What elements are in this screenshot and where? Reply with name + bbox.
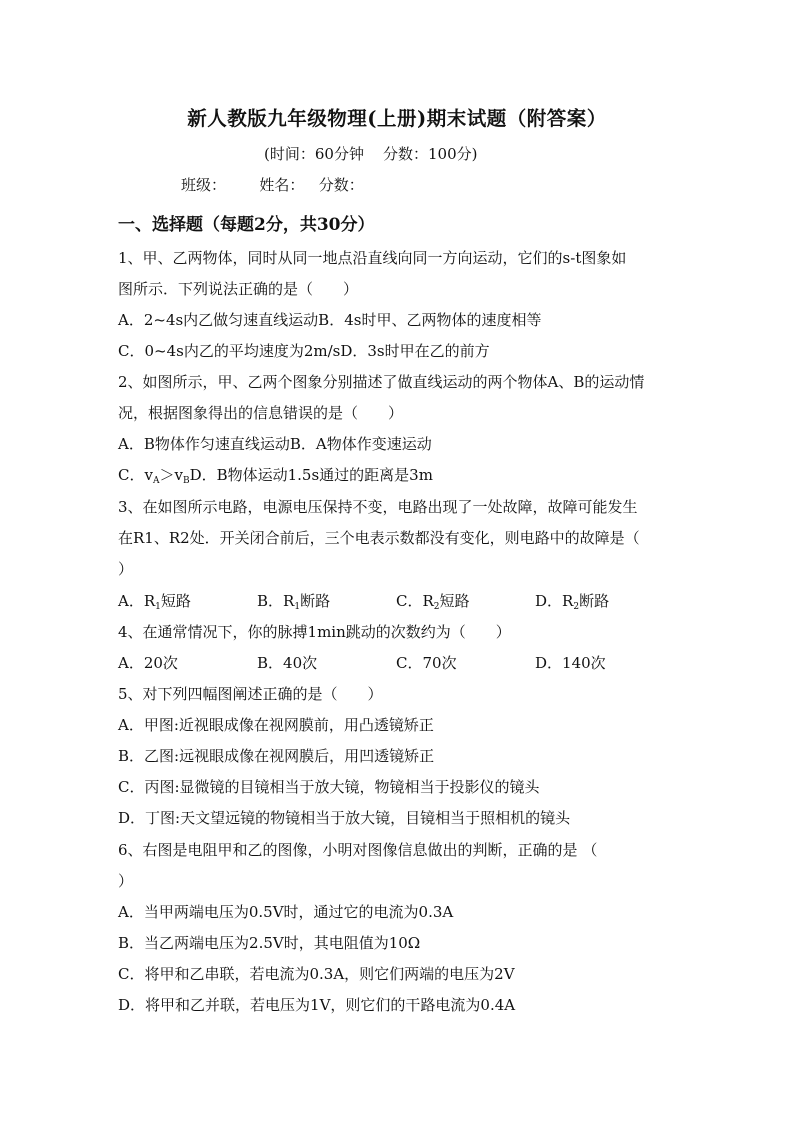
q1-options-ab: A．2~4s内乙做匀速直线运动B．4s时甲、乙两物体的速度相等 [118,311,542,329]
q3-option-c [396,591,470,617]
q3-optd-sub: 2 [573,602,580,612]
q5-option-d: D．丁图:天文望远镜的物镜相当于放大镜，目镜相当于照相机的镜头 [118,809,571,827]
q2-stem-line1: 2、如图所示，甲、乙两个图象分别描述了做直线运动的两个物体A、B的运动情 [118,373,645,391]
student-info-line [181,174,364,195]
q3-opta-sub: 1 [155,602,161,612]
q4-option-d: D．140次 [535,654,606,672]
q3-optc-post: 短路 [439,592,470,610]
q6-option-c: C．将甲和乙串联，若电流为0.3A，则它们两端的电压为2V [118,965,515,983]
exam-title: 新人教版九年级物理(上册)期末试题（附答案） [187,107,607,130]
q6-stem-line1: 6、右图是电阻甲和乙的图像，小明对图像信息做出的判断，正确的是 （ [118,841,598,859]
q4-option-a: A．20次 [118,654,178,672]
q2-optc-sub-a: A [152,476,160,486]
q3-stem-line3: ） [118,560,134,578]
q6-option-a: A．当甲两端电压为0.5V时，通过它的电流为0.3A [118,903,454,921]
q6-option-b: B．当乙两端电压为2.5V时，其电阻值为10Ω [118,934,421,952]
section-heading-choice: 一、选择题（每题2分，共30分） [118,215,375,235]
q3-optb-pre: B．R [257,592,295,610]
q3-option-a [118,591,191,617]
q4-stem: 4、在通常情况下，你的脉搏1min跳动的次数约为（ ） [118,623,511,641]
q5-option-c: C．丙图:显微镜的目镜相当于放大镜，物镜相当于投影仪的镜头 [118,778,540,796]
q2-optc-sub-b: B [182,476,190,486]
class-label: 班级： [181,176,227,194]
q2-optc-gt: ＞v [159,466,183,484]
q2-options-cd [118,465,433,491]
q3-opta-pre: A．R [118,592,156,610]
q3-stem-line2: 在R1、R2处．开关闭合前后，三个电表示数都没有变化，则电路中的故障是（ [118,529,640,547]
q6-option-d: D．将甲和乙并联，若电压为1V，则它们的干路电流为0.4A [118,996,516,1014]
q1-options-cd: C．0~4s内乙的平均速度为2m/sD．3s时甲在乙的前方 [118,342,490,360]
q1-stem-line2: 图所示．下列说法正确的是（ ） [118,280,359,298]
q3-optb-post: 断路 [300,592,331,610]
q3-optb-sub: 1 [294,602,301,612]
q4-option-c: C．70次 [396,654,457,672]
q3-optc-sub: 2 [433,602,440,612]
exam-time-score: (时间：60分钟 分数：100分) [264,145,478,163]
q4-option-b: B．40次 [257,654,318,672]
q3-optc-pre: C．R [396,592,434,610]
q5-option-b: B．乙图:远视眼成像在视网膜后，用凹透镜矫正 [118,747,435,765]
q2-options-ab: A．B物体作匀速直线运动B．A物体作变速运动 [118,435,432,453]
q3-option-d [535,591,609,617]
q3-optd-post: 断路 [579,592,610,610]
q3-opta-post: 短路 [160,592,191,610]
name-label: 姓名： [259,176,305,194]
score-label: 分数： [318,176,364,194]
q6-stem-line2: ） [118,872,134,890]
q3-stem-line1: 3、在如图所示电路，电源电压保持不变，电路出现了一处故障，故障可能发生 [118,498,638,516]
q5-option-a: A．甲图:近视眼成像在视网膜前，用凸透镜矫正 [118,716,434,734]
q1-stem-line1: 1、甲、乙两物体，同时从同一地点沿直线向同一方向运动，它们的s-t图象如 [118,249,627,267]
q2-stem-line2: 况，根据图象得出的信息错误的是（ ） [118,404,404,422]
q2-optd-text: D．B物体运动1.5s通过的距离是3m [189,466,433,484]
q3-optd-pre: D．R [535,592,574,610]
q5-stem: 5、对下列四幅图阐述正确的是（ ） [118,685,383,703]
q2-optc-text: C．v [118,466,153,484]
q3-option-b [257,591,330,617]
